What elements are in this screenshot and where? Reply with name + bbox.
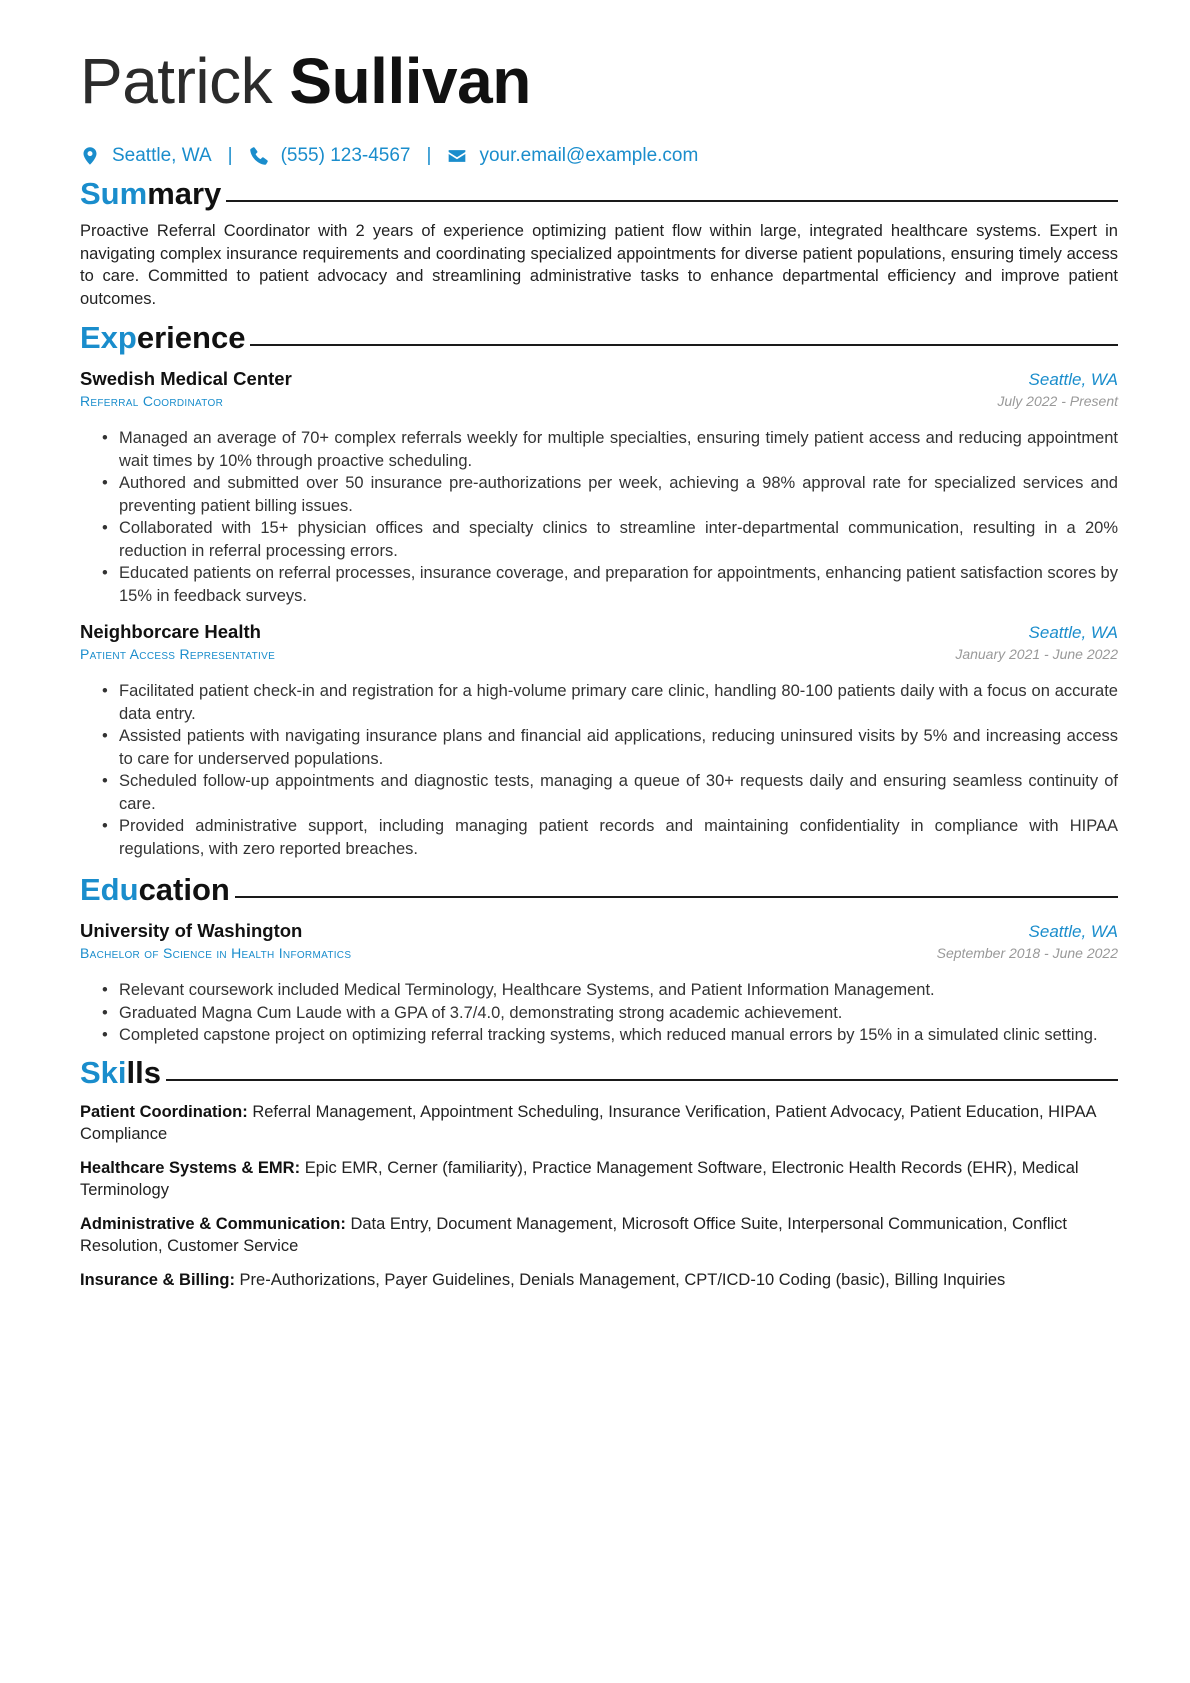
contact-location: [80, 145, 212, 167]
section-title-rest: erience: [136, 320, 246, 355]
section-divider: [166, 1079, 1118, 1081]
section-divider: [250, 344, 1118, 346]
candidate-name: [80, 40, 1118, 122]
section-title-accent: Sum: [80, 176, 148, 211]
section-divider: [226, 200, 1118, 202]
list-item: • Collaborated with 15+ physician offices and specialty clinics to streamline inter-departmental communication, resulting in a 20% reduction in referral processing errors.: [119, 517, 1118, 562]
section-title-accent: Ski: [80, 1054, 127, 1090]
list-item: • Assisted patients with navigating insurance plans and financial aid applications, reducing uninsured visits by 5% and increasing access to care for underserved populations.: [119, 725, 1118, 770]
contact-phone: [249, 145, 411, 167]
job-dates: July 2022 - Present: [997, 393, 1118, 409]
job-title: Patient Access Representative: [80, 646, 276, 662]
skill-group-label: Administrative & Communication:: [80, 1214, 346, 1233]
job-entry: [80, 368, 1118, 607]
skill-group: [80, 1101, 1118, 1146]
last-name: Sullivan: [289, 45, 531, 117]
experience-heading: [80, 318, 1118, 358]
list-item: • Scheduled follow-up appointments and diagnostic tests, managing a queue of 30+ requests daily and ensuring seamless continuity of care.: [119, 770, 1118, 815]
skills-list: [80, 1101, 1118, 1292]
job-entry: [80, 621, 1118, 860]
section-title-rest: mary: [147, 176, 222, 211]
phone-icon: [249, 146, 269, 166]
resume-page: [80, 40, 1118, 1302]
job-title: Referral Coordinator: [80, 393, 224, 409]
job-dates: January 2021 - June 2022: [955, 646, 1118, 662]
summary-text: Proactive Referral Coordinator with 2 years of experience optimizing patient flow within large, integrated healthcare systems. Expert in navigating complex insurance requirements and coordinating specialized appointments for diverse patient populations, ensuring timely access to care. Committed to patient advocacy and streamlining administrative tasks to enhance departmental efficiency and improve patient outcomes.: [80, 222, 1118, 308]
education-dates: September 2018 - June 2022: [936, 945, 1118, 961]
job-bullets: [80, 427, 1118, 607]
summary-heading: [80, 174, 1118, 214]
contact-separator: |: [426, 145, 432, 166]
skill-group: [80, 1213, 1118, 1258]
skill-group-items: Pre-Authorizations, Payer Guidelines, Denials Management, CPT/ICD-10 Coding (basic), Billing Inquiries: [239, 1270, 1006, 1289]
education-entry: [80, 920, 1118, 1047]
email-link[interactable]: your.email@example.com: [479, 145, 699, 166]
section-title-rest: lls: [126, 1054, 161, 1090]
skill-group-items: Data Entry, Document Management, Microsoft Office Suite, Interpersonal Communication, Conflict Resolution, Customer Service: [80, 1214, 1068, 1255]
skill-group-label: Healthcare Systems & EMR:: [80, 1158, 301, 1177]
section-title-accent: Exp: [80, 320, 137, 355]
list-item: • Completed capstone project on optimizing referral tracking systems, which reduced manual errors by 15% in a simulated clinic setting.: [119, 1024, 1118, 1047]
list-item: • Graduated Magna Cum Laude with a GPA of 3.7/4.0, demonstrating strong academic achievement.: [119, 1002, 1118, 1025]
contact-email: [447, 145, 698, 167]
section-divider: [235, 896, 1118, 898]
school-location: Seattle, WA: [1028, 922, 1118, 941]
employer-name: Swedish Medical Center: [80, 368, 292, 389]
section-title: [80, 176, 221, 212]
skill-group: [80, 1157, 1118, 1202]
section-title-accent: Edu: [80, 872, 139, 907]
list-item: • Authored and submitted over 50 insurance pre-authorizations per week, achieving a 98% approval rate for specialized services and preventing patient billing issues.: [119, 472, 1118, 517]
education-heading: [80, 870, 1118, 910]
job-bullets: [80, 680, 1118, 860]
employer-name: Neighborcare Health: [80, 621, 261, 642]
job-location: Seattle, WA: [1028, 370, 1118, 389]
list-item: • Relevant coursework included Medical Terminology, Healthcare Systems, and Patient Information Management.: [119, 979, 1118, 1002]
first-name: Patrick: [80, 45, 273, 117]
list-item: • Managed an average of 70+ complex referrals weekly for multiple specialties, ensuring timely patient access and reducing appointment wait times by 10% through proactive scheduling.: [119, 427, 1118, 472]
skill-group-label: Insurance & Billing:: [80, 1270, 235, 1289]
skill-group-items: Referral Management, Appointment Scheduling, Insurance Verification, Patient Advocacy, Patient Education, HIPAA Compliance: [80, 1102, 1096, 1143]
section-title: [80, 320, 245, 356]
phone-text: (555) 123-4567: [280, 145, 411, 166]
skill-group: [80, 1269, 1118, 1292]
map-marker-icon: [80, 146, 100, 166]
skill-group-label: Patient Coordination:: [80, 1102, 248, 1121]
envelope-icon: [447, 146, 467, 166]
section-title: [80, 872, 230, 908]
contact-separator: |: [227, 145, 233, 166]
section-title: [80, 1055, 161, 1091]
job-location: Seattle, WA: [1028, 623, 1118, 642]
skill-group-items: Epic EMR, Cerner (familiarity), Practice Management Software, Electronic Health Records (EHR), Medical Terminology: [80, 1158, 1079, 1199]
education-bullets: [80, 979, 1118, 1047]
degree-title: Bachelor of Science in Health Informatics: [80, 945, 352, 961]
list-item: • Educated patients on referral processes, insurance coverage, and preparation for appointments, enhancing patient satisfaction scores by 15% in feedback surveys.: [119, 562, 1118, 607]
section-title-rest: cation: [138, 872, 230, 907]
contact-line: [80, 142, 1118, 170]
school-name: University of Washington: [80, 920, 303, 941]
list-item: • Provided administrative support, including managing patient records and maintaining confidentiality in compliance with HIPAA regulations, with zero reported breaches.: [119, 815, 1118, 860]
list-item: • Facilitated patient check-in and registration for a high-volume primary care clinic, handling 80-100 patients daily with a focus on accurate data entry.: [119, 680, 1118, 725]
skills-heading: [80, 1053, 1118, 1093]
location-text: Seattle, WA: [112, 145, 212, 166]
